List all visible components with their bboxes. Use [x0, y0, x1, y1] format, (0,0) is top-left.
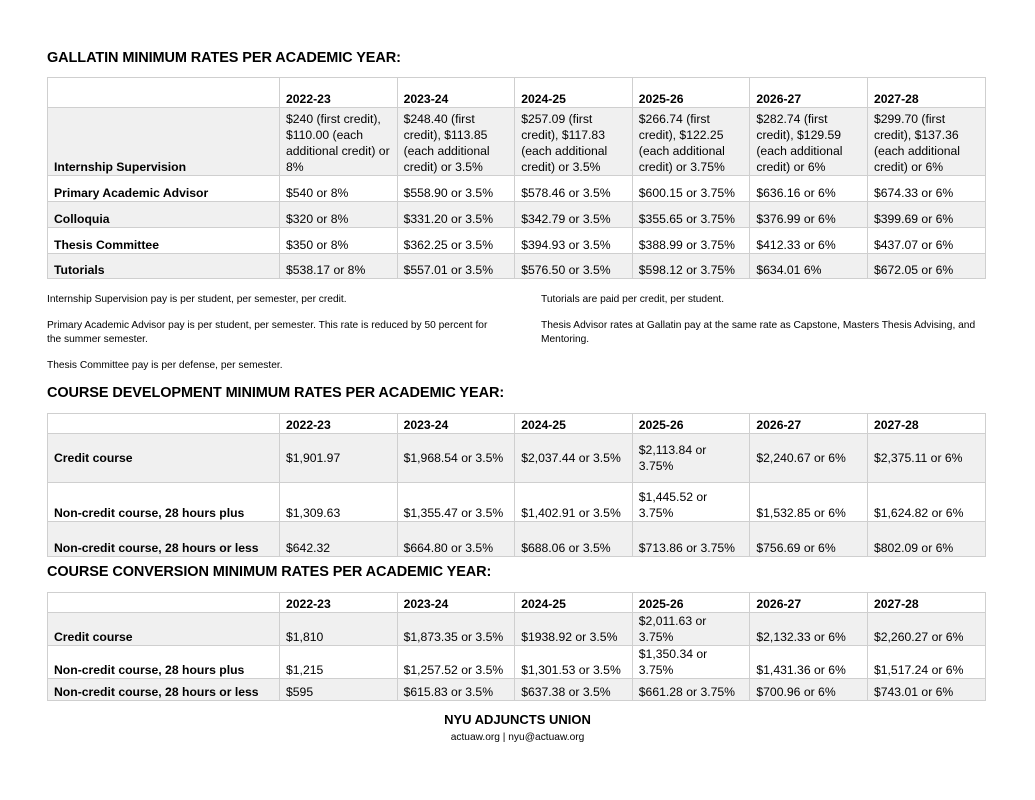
note-text: Primary Academic Advisor pay is per student, per semester. This rate is reduced by 50 percent for the summer semester.	[47, 319, 488, 345]
rate-cell: $661.28 or 3.75%	[632, 679, 750, 701]
year-header: 2026-27	[750, 78, 868, 108]
rate-cell: $600.15 or 3.75%	[632, 176, 750, 202]
table-row	[48, 176, 986, 202]
rate-cell: $388.99 or 3.75%	[632, 228, 750, 254]
table-row	[48, 483, 986, 522]
rate-cell: $2,375.11 or 6%	[867, 434, 985, 483]
rate-cell: $240 (first credit), $110.00 (each additional credit) or 8%	[280, 108, 398, 176]
rate-cell: $399.69 or 6%	[867, 202, 985, 228]
table-row	[48, 646, 986, 679]
rate-cell: $636.16 or 6%	[750, 176, 868, 202]
rate-cell: $1,431.36 or 6%	[750, 646, 868, 679]
rate-cell: $350 or 8%	[280, 228, 398, 254]
rate-cell: $2,113.84 or 3.75%	[632, 434, 750, 483]
note-text: Thesis Advisor rates at Gallatin pay at the same rate as Capstone, Masters Thesis Advising, and Mentoring.	[541, 319, 976, 345]
rate-cell: $642.32	[280, 522, 398, 557]
row-label: Non-credit course, 28 hours plus	[48, 483, 280, 522]
rate-cell: $1,810	[280, 613, 398, 646]
rate-cell: $437.07 or 6%	[867, 228, 985, 254]
note-text: Tutorials are paid per credit, per student.	[541, 294, 725, 305]
row-label: Primary Academic Advisor	[48, 176, 280, 202]
rate-cell: $2,260.27 or 6%	[867, 613, 985, 646]
rate-cell: $802.09 or 6%	[867, 522, 985, 557]
row-label: Credit course	[48, 434, 280, 483]
development-title: COURSE DEVELOPMENT MINIMUM RATES PER ACADEMIC YEAR:	[47, 385, 505, 401]
rate-cell: $576.50 or 3.5%	[515, 254, 633, 279]
rate-cell: $2,011.63 or 3.75%	[632, 613, 750, 646]
rate-cell: $1,350.34 or 3.75%	[632, 646, 750, 679]
rate-cell: $595	[280, 679, 398, 701]
row-label: Tutorials	[48, 254, 280, 279]
year-header: 2023-24	[397, 414, 515, 434]
rate-cell: $557.01 or 3.5%	[397, 254, 515, 279]
rate-cell: $355.65 or 3.75%	[632, 202, 750, 228]
year-header: 2026-27	[750, 414, 868, 434]
year-header: 2023-24	[397, 78, 515, 108]
rate-cell: $1,968.54 or 3.5%	[397, 434, 515, 483]
row-label: Non-credit course, 28 hours or less	[48, 522, 280, 557]
year-header: 2024-25	[515, 78, 633, 108]
rate-cell: $362.25 or 3.5%	[397, 228, 515, 254]
year-header: 2022-23	[280, 78, 398, 108]
rate-cell: $320 or 8%	[280, 202, 398, 228]
rate-cell: $1,355.47 or 3.5%	[397, 483, 515, 522]
rate-cell: $412.33 or 6%	[750, 228, 868, 254]
table-row	[48, 613, 986, 646]
year-header: 2027-28	[867, 414, 985, 434]
rate-cell: $1,301.53 or 3.5%	[515, 646, 633, 679]
rate-cell: $664.80 or 3.5%	[397, 522, 515, 557]
footer	[0, 712, 1035, 743]
gallatin-rates-table	[47, 77, 986, 279]
year-header: 2022-23	[280, 414, 398, 434]
year-header: 2022-23	[280, 593, 398, 613]
rate-cell: $615.83 or 3.5%	[397, 679, 515, 701]
table-header-row	[48, 78, 986, 108]
table-row	[48, 522, 986, 557]
row-label: Non-credit course, 28 hours or less	[48, 679, 280, 701]
year-header: 2025-26	[632, 414, 750, 434]
header-empty-cell	[48, 593, 280, 613]
rate-cell: $1,215	[280, 646, 398, 679]
table-header-row	[48, 414, 986, 434]
gallatin-title: GALLATIN MINIMUM RATES PER ACADEMIC YEAR:	[47, 50, 401, 66]
gallatin-notes-right	[541, 293, 985, 348]
rate-cell: $700.96 or 6%	[750, 679, 868, 701]
contact-info: actuaw.org | nyu@actuaw.org	[450, 732, 585, 743]
year-header: 2027-28	[867, 593, 985, 613]
rate-cell: $1,402.91 or 3.5%	[515, 483, 633, 522]
rate-cell: $342.79 or 3.5%	[515, 202, 633, 228]
rate-cell: $743.01 or 6%	[867, 679, 985, 701]
table-row	[48, 679, 986, 701]
rate-cell: $2,132.33 or 6%	[750, 613, 868, 646]
rate-cell: $394.93 or 3.5%	[515, 228, 633, 254]
note-text: Internship Supervision pay is per student, per semester, per credit.	[47, 294, 347, 305]
rate-cell: $1,624.82 or 6%	[867, 483, 985, 522]
rate-cell: $376.99 or 6%	[750, 202, 868, 228]
header-empty-cell	[48, 78, 280, 108]
rate-cell: $1,901.97	[280, 434, 398, 483]
table-header-row	[48, 593, 986, 613]
table-row	[48, 434, 986, 483]
year-header: 2025-26	[632, 78, 750, 108]
rate-cell: $1,445.52 or 3.75%	[632, 483, 750, 522]
gallatin-notes-left	[47, 293, 497, 373]
rate-cell: $674.33 or 6%	[867, 176, 985, 202]
year-header: 2025-26	[632, 593, 750, 613]
rate-cell: $756.69 or 6%	[750, 522, 868, 557]
union-name: NYU ADJUNCTS UNION	[444, 712, 591, 727]
rate-cell: $713.86 or 3.75%	[632, 522, 750, 557]
rate-cell: $257.09 (first credit), $117.83 (each additional credit) or 3.5%	[515, 108, 633, 176]
rate-cell: $672.05 or 6%	[867, 254, 985, 279]
rate-cell: $1,532.85 or 6%	[750, 483, 868, 522]
conversion-rates-table	[47, 592, 986, 701]
rate-cell: $538.17 or 8%	[280, 254, 398, 279]
rate-cell: $598.12 or 3.75%	[632, 254, 750, 279]
row-label: Credit course	[48, 613, 280, 646]
year-header: 2024-25	[515, 593, 633, 613]
row-label: Colloquia	[48, 202, 280, 228]
year-header: 2024-25	[515, 414, 633, 434]
rate-cell: $634.01 6%	[750, 254, 868, 279]
rate-cell: $688.06 or 3.5%	[515, 522, 633, 557]
table-row	[48, 254, 986, 279]
table-row	[48, 228, 986, 254]
rate-cell: $266.74 (first credit), $122.25 (each additional credit) or 3.75%	[632, 108, 750, 176]
rate-cell: $2,240.67 or 6%	[750, 434, 868, 483]
row-label: Thesis Committee	[48, 228, 280, 254]
year-header: 2026-27	[750, 593, 868, 613]
rate-cell: $1,309.63	[280, 483, 398, 522]
rate-cell: $282.74 (first credit), $129.59 (each additional credit) or 6%	[750, 108, 868, 176]
rate-cell: $1,517.24 or 6%	[867, 646, 985, 679]
rate-cell: $540 or 8%	[280, 176, 398, 202]
rate-cell: $1,873.35 or 3.5%	[397, 613, 515, 646]
rate-cell: $558.90 or 3.5%	[397, 176, 515, 202]
table-row	[48, 202, 986, 228]
note-text: Thesis Committee pay is per defense, per semester.	[47, 359, 283, 371]
year-header: 2023-24	[397, 593, 515, 613]
rate-cell: $2,037.44 or 3.5%	[515, 434, 633, 483]
development-rates-table	[47, 413, 986, 557]
rate-cell: $248.40 (first credit), $113.85 (each additional credit) or 3.5%	[397, 108, 515, 176]
year-header: 2027-28	[867, 78, 985, 108]
conversion-title: COURSE CONVERSION MINIMUM RATES PER ACADEMIC YEAR:	[47, 564, 492, 580]
row-label: Non-credit course, 28 hours plus	[48, 646, 280, 679]
rate-cell: $331.20 or 3.5%	[397, 202, 515, 228]
header-empty-cell	[48, 414, 280, 434]
rate-cell: $1938.92 or 3.5%	[515, 613, 633, 646]
table-row	[48, 108, 986, 176]
rate-cell: $637.38 or 3.5%	[515, 679, 633, 701]
rate-cell: $299.70 (first credit), $137.36 (each additional credit) or 6%	[867, 108, 985, 176]
rate-cell: $578.46 or 3.5%	[515, 176, 633, 202]
row-label: Internship Supervision	[48, 108, 280, 176]
rate-cell: $1,257.52 or 3.5%	[397, 646, 515, 679]
